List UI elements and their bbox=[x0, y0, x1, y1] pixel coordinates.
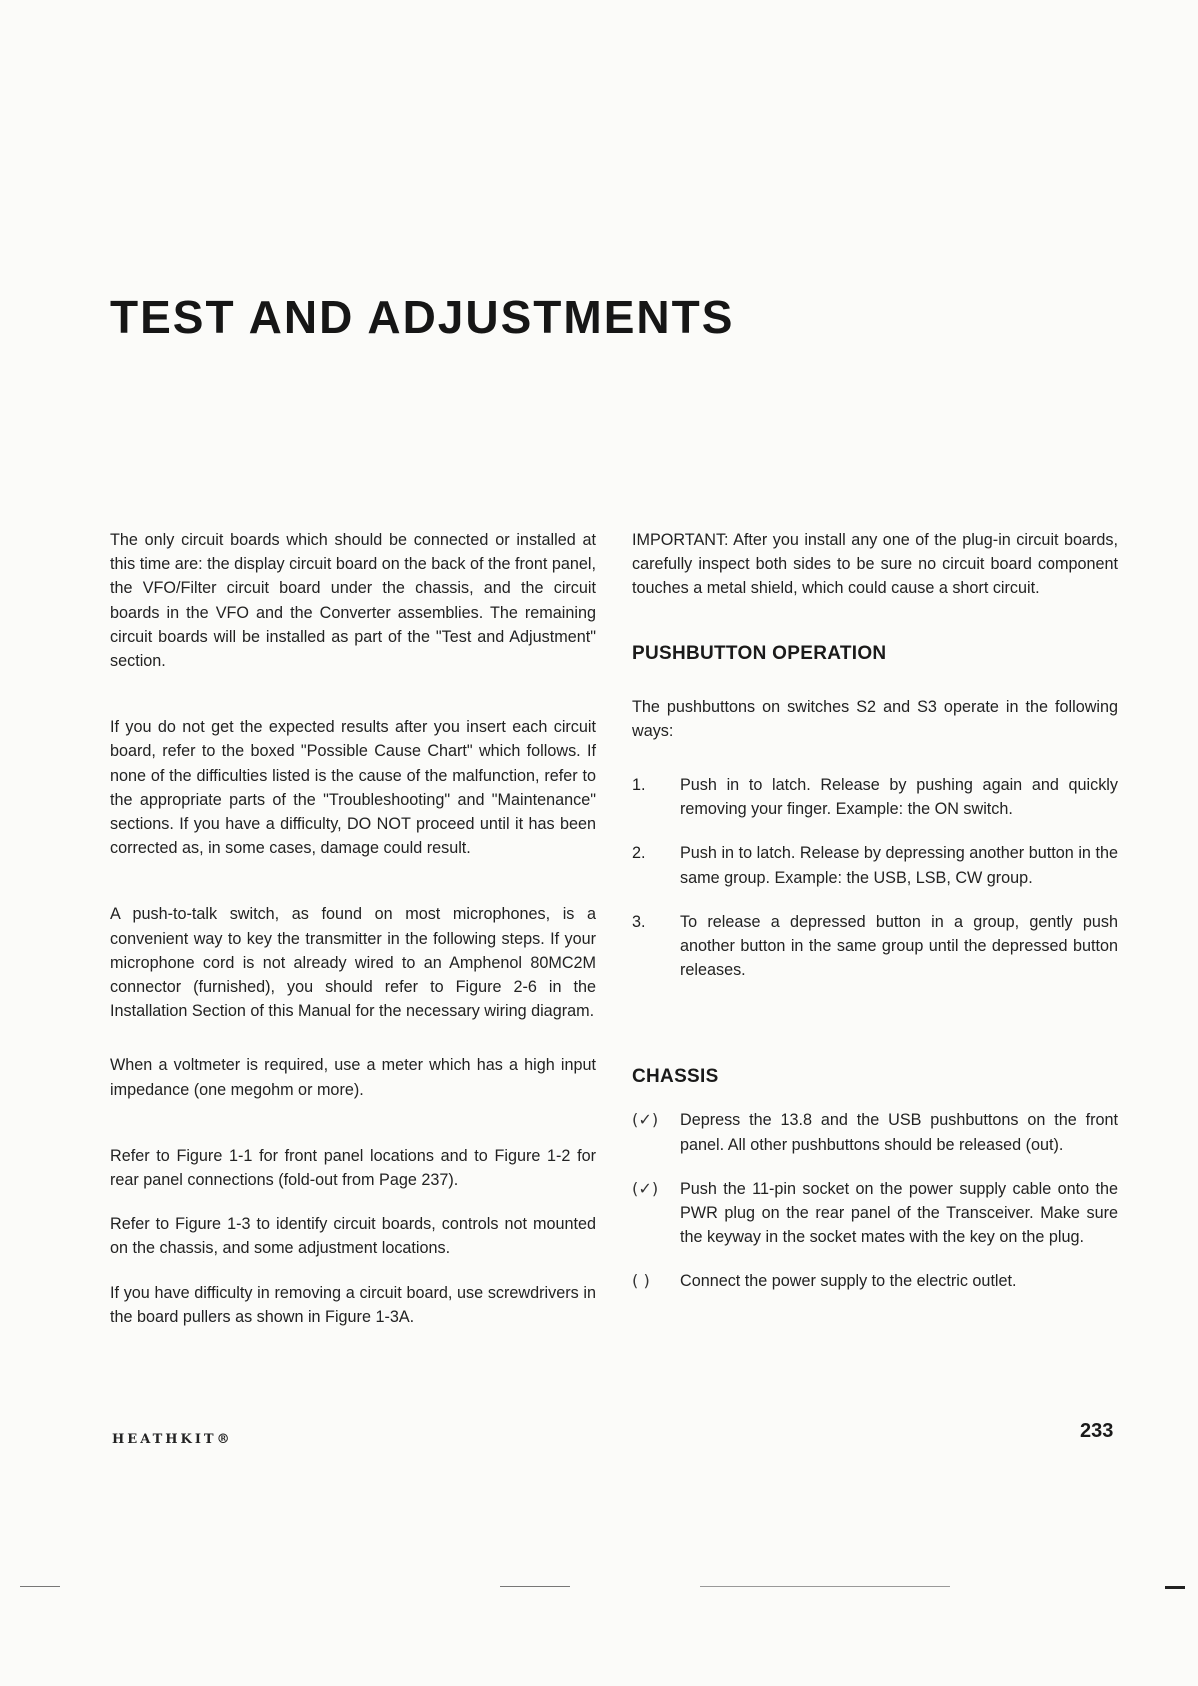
left-column bbox=[110, 528, 596, 1329]
expected-results-paragraph: If you do not get the expected results after you insert each circuit board, refer to the boxed "Possible Cause Chart" which follows. If none of the difficulties listed is the cause of the malfunction, refer to the appropriate parts of the "Troubleshooting" and "Maintenance" sections. If you have a difficulty, DO NOT proceed until it has been corrected as, in some cases, damage could result. bbox=[110, 718, 596, 858]
important-note: IMPORTANT: After you install any one of the plug-in circuit boards, carefully inspect both sides to be sure no circuit board component touches a metal shield, which could cause a short circuit. bbox=[632, 531, 1118, 598]
scan-artifact bbox=[1165, 1586, 1185, 1589]
voltmeter-paragraph: When a voltmeter is required, use a meter which has a high input impedance (one megohm or more). bbox=[110, 1056, 596, 1099]
intro-paragraph: The only circuit boards which should be connected or installed at this time are: the display circuit board on the back of the front panel, the VFO/Filter circuit board under the chassis, and the circuit boards in the VFO and the Converter assemblies. The remaining circuit boards will be installed as part of the "Test and Adjustment" section. bbox=[110, 531, 596, 671]
item-text: To release a depressed button in a group, gently push another button in the same group until the depressed button releases. bbox=[680, 912, 1118, 980]
step-text: Push the 11-pin socket on the power supply cable onto the PWR plug on the rear panel of the Transceiver. Make sure the keyway in the socket mates with the key on the plug. bbox=[680, 1179, 1118, 1247]
right-column bbox=[632, 528, 1118, 1294]
scan-artifact bbox=[700, 1586, 950, 1587]
figure-1-3-paragraph: Refer to Figure 1-3 to identify circuit boards, controls not mounted on the chassis, and some adjustment locations. bbox=[110, 1215, 596, 1258]
pushbutton-item bbox=[632, 841, 1118, 889]
page-number: 233 bbox=[1080, 1420, 1114, 1442]
pushbutton-intro: The pushbuttons on switches S2 and S3 operate in the following ways: bbox=[632, 697, 1118, 740]
scan-artifact bbox=[500, 1586, 570, 1587]
item-text: Push in to latch. Release by depressing another button in the same group. Example: the USB, LSB, CW group. bbox=[680, 844, 1118, 887]
checkbox-mark[interactable]: (✓) bbox=[632, 1110, 659, 1130]
brand-logo: HEATHKIT® bbox=[112, 1432, 233, 1447]
checkbox-mark[interactable]: ( ) bbox=[632, 1271, 650, 1291]
chassis-heading: CHASSIS bbox=[632, 1066, 719, 1088]
board-pullers-paragraph: If you have difficulty in removing a circuit board, use screwdrivers in the board pullers as shown in Figure 1-3A. bbox=[110, 1283, 596, 1326]
push-to-talk-paragraph: A push-to-talk switch, as found on most microphones, is a convenient way to key the transmitter in the following steps. If your microphone cord is not already wired to an Amphenol 80MC2M connector (furnished), you should refer to Figure 2-6 in the Installation Section of this Manual for the necessary wiring diagram. bbox=[110, 905, 596, 1021]
checkbox-mark[interactable]: (✓) bbox=[632, 1178, 659, 1198]
item-number: 1. bbox=[632, 776, 646, 795]
step-text: Connect the power supply to the electric outlet. bbox=[680, 1272, 1017, 1291]
figure-1-1-paragraph: Refer to Figure 1-1 for front panel locations and to Figure 1-2 for rear panel connections (fold-out from Page 237). bbox=[110, 1146, 596, 1190]
item-number: 2. bbox=[632, 844, 646, 863]
item-text: Push in to latch. Release by pushing again and quickly removing your finger. Example: the ON switch. bbox=[680, 776, 1118, 819]
item-number: 3. bbox=[632, 912, 646, 931]
scan-artifact bbox=[20, 1586, 60, 1587]
chassis-step bbox=[632, 1269, 1118, 1293]
pushbutton-heading: PUSHBUTTON OPERATION bbox=[632, 642, 887, 664]
pushbutton-item bbox=[632, 910, 1118, 983]
step-text: Depress the 13.8 and the USB pushbuttons on the front panel. All other pushbuttons should be released (out). bbox=[680, 1111, 1118, 1154]
pushbutton-item bbox=[632, 773, 1118, 821]
chassis-step bbox=[632, 1108, 1118, 1156]
page-title: TEST AND ADJUSTMENTS bbox=[110, 291, 735, 343]
chassis-step bbox=[632, 1177, 1118, 1250]
